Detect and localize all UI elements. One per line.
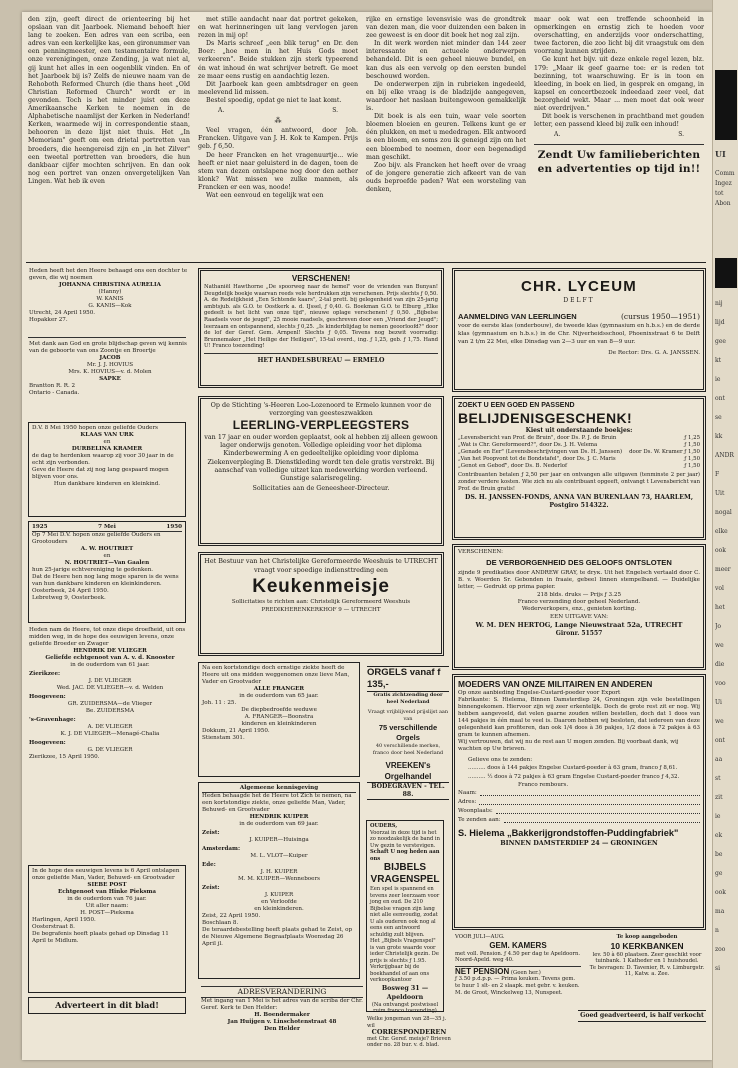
article-paragraph: Bestel spoedig, opdat ge niet te laat komt. — [206, 96, 342, 104]
book-row — [458, 442, 700, 449]
edge-text-fragment: tot — [715, 190, 724, 197]
book-row — [458, 449, 700, 456]
form-input-line[interactable] — [480, 789, 700, 796]
relative-line: J. KUIPER—Huisinga — [249, 837, 309, 843]
relative-line: Hoogeveen: — [29, 740, 66, 746]
edge-text-fragment: ook — [715, 889, 726, 896]
edge-text-fragment: nij — [715, 300, 723, 307]
edge-text-fragment: F — [715, 471, 720, 478]
book-title: „Wat is Chr. Gereformeerd?", door Ds. J. H. Velema — [458, 442, 598, 448]
edge-text-fragment: elke — [715, 528, 728, 535]
book-price: door Ds. W. Kramer ƒ 1,50 — [629, 449, 700, 455]
book-review-title: Veel vragen, één antwoord, door Joh. Francken. Uitgave van J. H. Kok te Kampen. Prijs geb. ƒ 6,50. — [198, 127, 358, 151]
book-price: ƒ 1,50 — [684, 463, 700, 469]
edge-text-fragment: ie — [715, 376, 721, 383]
edge-text-fragment: n — [715, 927, 719, 934]
edge-text-fragment: zit — [715, 794, 723, 801]
edge-text-fragment: we — [715, 642, 724, 649]
death-notice-kuiper: Algemeene kennisgeving Heden behaagde het de Heere tot Zich te nemen, na een kortstondige ziekte, onze geliefde Man, Vader, Behuwd- en Grootvader HENDRIK KUIPER in de ouderdom van 69 jaar. Zeist: J. KUIPER—Huisinga Amsterdam: M. L. VLOT—Kuiper Ede: J. H. KUIPER M. M. KUIPER—Wenneboers Zeist: J. KUIPER en Verloofde en kleinkinderen. Zeist, 22 April 1950. Boschlaan 8. De teraardebestelling heeft plaats gehad te Zeist, op de Nieuwe Algemene Begraafplaats Woensdag 26 April jl. — [198, 782, 360, 979]
death-notice-de-vlieger: Heden nam de Heere, tot onze diepe droefheid, uit ons midden weg, in de hope des eeuwigen levens, onze geliefde Broeder en Zwager HENDRIK DE VLIEGER Geliefde echtgenoot van A. v. d. Knooster in de ouderdom van 61 jaar. Zierikzee: J. DE VLIEGER Wed. JAC. DE VLIEGER—v. d. Welden Hoogeveen: GR. ZUIDERSMA—de Vlieger Be. ZUIDERSMA 's-Gravenhage: A. DE VLIEGER K. J. DE VLIEGER—Menagé-Chalia Hoogeveen: G. DE VLIEGER Zierikzee, 15 April 1950. — [26, 625, 194, 763]
relative-line: M. M. KUIPER—Wenneboers — [237, 876, 321, 882]
belijdenisgeschenk-ad: ZOEKT U EEN GOED EN PASSEND BELIJDENISGESCHENK! Kiest uit onderstaande boekjes: „Levensbericht van Prof. de Bruin", door Ds. P. J. de Bruin ƒ 1,25 „Wat is Chr. Gereformeerd?", door Ds. J. H. Velema ƒ 1,50 „Genade en Eer" (Levensbeschrijvingen van Ds. H. Janssen) door Ds. W. Kramer ƒ 1,50 „Van het Poopvont tot de Bondstafel", door Ds. J. C. Maris ƒ 1,50 „Genot en Geboď", door Ds. B. Nederlof ƒ 1,50 Contribuanten betalen ƒ 2,50 per jaar en ontvangen alle uitgaven (tenminste 2 per jaar) zonder verdere kosten. Wie zich nu als contribuant opgeeft, ontvangt t Levensbericht van Prof. de Bruin gratis! DS. H. JANSSEN-FONDS, ANNA VAN BURENLAAN 73, HAARLEM, Postgiro 514322. — [452, 396, 706, 540]
book-price: ƒ 1,50 — [684, 456, 700, 462]
relatives-list — [202, 830, 356, 913]
relative-line: M. L. VLOT—Kuiper — [250, 853, 308, 859]
edge-text-fragment: ont — [715, 395, 725, 402]
relative-line: Ede: — [202, 862, 216, 868]
book-price: ƒ 1,25 — [684, 435, 700, 441]
edge-text-fragment: kk — [715, 433, 723, 440]
next-page-edge — [712, 0, 738, 1068]
orgels-ad: ORGELS vanaf f 135,- Gratis zichtzending door heel Nederland Vraagt vrijblijvend prijslijst aan van 75 verschillende Orgels 40 verschillende merken, franco door heel Nederland VREEKEN's Orgelhandel BODEGRAVEN - TEL. 88. — [367, 667, 449, 798]
article-column-1 — [28, 16, 190, 186]
goed-geadverteerd-slogan: Goed geadverteerd, is half verkocht — [578, 1010, 706, 1022]
relative-line: Zierikzee: — [29, 671, 61, 677]
edge-text-fragment: Comm — [715, 170, 735, 177]
relative-line: J. H. KUIPER — [260, 869, 298, 875]
book-list — [458, 435, 700, 470]
book-row — [458, 456, 700, 463]
edge-text-fragment: nogal — [715, 509, 732, 516]
edge-text-fragment: ont — [715, 737, 725, 744]
article-paragraph: De heer Francken en het vragenuurtje... wie heeft er niet naar geluisterd in de dagen, toen de stem van dezen ontslapene nog door den aether klonk? Wat missen we zulke mannen, als Francken er een was, noode! — [198, 151, 358, 191]
article-column-3 — [366, 16, 526, 194]
birth-announcement-kanis: Heden heeft het den Heere behaagd ons een dochter te geven, die wij noemen JOHANNA CHRISTINA AURELIA (Hanny) W. KANIS G. KANIS—Kok Utrecht, 24 April 1950. Hopakker 27. — [29, 268, 188, 323]
verborgenheid-book-ad: VERSCHENEN: DE VERBORGENHEID DES GELOOFS ONTSLOTEN zijnde 9 predikaties door ANDREW GRAY, te drук. Uit het Engelsch vertaald door C. B. v. Woerden Sr. Gebonden in fraaie, gebeel linnen stempelband. — Duidelijke letter, — Gedrukt op prima papier. 218 blds. druks — Prijs ƒ 3.25 Franco verzending door geheel Nederland. Wederverkopers, enz., genieten korting. EEN UITGAVE VAN: W. M. DEN HERTOG, Lange Nieuwstraat 52a, UTRECHT Gironr. 51557 — [452, 544, 706, 670]
form-label: Woonplaats: — [458, 808, 493, 814]
book-title: „Van het Poopvont tot de Bondstafel", door Ds. J. C. Maris — [458, 456, 616, 462]
article-paragraph: den zijn, geeft direct de orienteering bij het opslaan van dit Jaarboek. Niemand behoeft hier lang te zoeken. Een adres van een scriba, een adres van een kerkelijke kas, een gironummer van een penningmeester, een testamentaire formule, onze verenigingen, onze Zending, ja wat niet al, gij kunt het alles in een oogenblik vinden. En of het Jaarboek bij is? Zelfs de nieuwe naam van de Rehoboth Reformed Church (die thans heet „Old Christian Reformed Church" wordt er in gevonden. Toch is het minder juist om deze Amerikaansche Kerken te noemen in de Alphabetische naamlijst der Kerken in Nederland! Kerken, waarmede wij in correspondentie staan, behooren in deze lijst niet thuis. Het „In Memoriam" geeft om een drietal portretten van broeders, die heengereisd zijn en „in het Zilver" een tweetal portretten van broeders, die hun dankbaar cijfer mochten schrijven. En dan ook nog een portret van onzen onvergetelijken Van Lingen. Wat heb ik even — [28, 16, 190, 185]
article-column-4 — [534, 16, 704, 176]
relative-line: en Verloofde — [261, 899, 297, 905]
relative-line: Hoogeveen: — [29, 694, 66, 700]
book-title: „Genot en Geboď", door Ds. B. Nederlof — [458, 463, 568, 469]
form-label: Adres: — [458, 799, 477, 805]
signature: A. S. — [218, 107, 338, 115]
article-paragraph: Zoo bijv. als Francken het heeft over de vraag of de jongere generatie zich afkeert van de van ouds beproefde paden? Wat een worsteling van denken, — [366, 161, 526, 193]
article-paragraph: Ge kunt het bijv. uit deze enkele regel lezen, blz. 179: „Maar ik geef gaarne toe: er is reden tot bezinning, tot waarschuwing. Er is in toon en kleeding, in boek en lied, in gesprek en omgang, in kapsel en concertbezoek indeedaad zeer veel, dat bezorgheid wekt. Maar ... men moet dat ook weer niet overdrijven." — [534, 56, 704, 113]
edge-text-fragment: se — [715, 414, 722, 421]
anniversary-houtriet: 1925 7 Mei 1950 Op 7 Mei D.V. hopen onze geliefde Ouders en Grootouders A. W. HOUTRIET en N. HOUTRIET—Van Gaalen hun 25-jarige echtvereniging te gedenken. Dat de Heere hen nog lang moge sparen is de wens van hun dankbare kinderen en kleinkinderen. Oosterbeek, 24 April 1950. Lebretweg 9, Oosterbeek. — [28, 521, 186, 623]
relative-line: K. J. DE VLIEGER—Menagé-Chalia — [60, 731, 160, 737]
anniversary-van-urk: D.V. 8 Mei 1950 hopen onze geliefde Ouders KLAAS VAN URK en DURBELINA KRAMER de dag te herdenken waarop zij voor 30 jaar in de echt zijn verbonden. Geve de Heere dat zij nog lang gespaard mogen blijven voor ons. Hun dankbare kinderen en kleinkind. — [28, 422, 186, 517]
relative-line: Amsterdam: — [202, 846, 241, 852]
article-paragraph: Dit boek is als een tuin, waar vele soorten bloemen bloeien en geuren. Telkens kunt ge er één plukken, en met u mededragen. Elk antwoord is een bloem, en soms zou ik geneigd zijn om het een bloembed te noemen, door een begenadigd man geschikt. — [366, 113, 526, 161]
kerkbanken-ad: Te koop aangeboden 10 KERKBANKEN lev. 50 à 60 plaatsen. Zeer geschikt voor tuinbank. 1 Katheder en 1 huishoudel. Te bevragen: D. Tavenier, R. v. Limburgstr. 11, Katw. a. Zee. — [589, 934, 705, 978]
edge-text-fragment: ie — [715, 813, 721, 820]
book-row — [458, 463, 700, 470]
article-paragraph: Wat een eenvoud en tegelijk wat een — [206, 191, 324, 199]
article-paragraph: Dit boek is verschenen in prachtband met gouden letter, een passend kleed bij zulk een inhoud! — [534, 113, 704, 129]
moeders-custard-ad: MOEDERS VAN ONZE MILITAIREN EN ANDEREN Op onze aanbieding Engelse-Custard-poeder voor Export Fabrikante: S. Hielema, Binnen Damsterdiep 24, Groningen zijn vele bestellingen binnengekomen. Hiervoor zijn wij zeer erkentelijk. Doch de grote rest zit er nog. Wij hebben aangevoeld, dat velen gaarne zouden willen bestellen, doch dat 1 doos van 144 pakjes in één maal te veel is. Daarom hebben wij besloten, dat iedereen van deze gelegenheid kan profiteren, dan ook 1/4 doos à 36 pakjes, 1/2 doos à 72 pakjes à 63 gram te kunnen afnemen. Wij vertrouwen, dat wij nu de rest aan U mogen zenden. Bij voorbaat dank, wij wachten op Uw brieven. Gelieve ons te zenden: .......... doos à 144 pakjes Engelse Custard-poeder à 63 gram, franco ƒ 8,61. .......... ½ doos à 72 pakjes à 63 gram Engelse Custard-poeder franco ƒ 4,32. Franco rembours. Naam: Adres: Woonplaats: Te zenden aan: S. Hielema „Bakkerijgrondstoffen-Puddingfabriek" BINNEN DAMSTERDIEP 24 — GRONINGEN — [452, 674, 706, 930]
relative-line: 's-Gravenhage: — [29, 717, 76, 723]
form-field — [458, 789, 700, 798]
form-field — [458, 816, 700, 825]
edge-text-fragment: Ingez — [715, 180, 732, 187]
edge-text-fragment: voo — [715, 680, 726, 687]
edge-text-fragment: die — [715, 661, 725, 668]
birth-announcement-hovius: Met dank aan God en grote blijdschap geven wij kennis van de geboorte van ons Zoontje en Broertje JACOB Mr. J. J. HOVIUS Mrs. K. HOVIUS—v. d. Molen SAPKE Brantton R. R. 2 Ontario - Canada. — [29, 341, 187, 396]
newspaper-page — [22, 12, 712, 1060]
form-field — [458, 807, 700, 816]
article-paragraph: met stille aandacht naar dat portret gekeken, en wat herinneringen uit lang vervlogen jaren rezen in mij op! — [198, 16, 358, 40]
relative-line: Wed. JAC. DE VLIEGER—v. d. Welden — [56, 685, 164, 691]
black-banner — [715, 258, 737, 288]
chr-lyceum-ad: CHR. LYCEUM DELFT AANMELDING VAN LEERLINGEN (cursus 1950—1951) voor de eerste klas (onderbouw), de tweede klas (gymnasium en h.b.s.) en de derde klas (gymnasium en h.b.s.) in de Chr. Nijverheidsschool, Phoenixstraat 6 te Delft van 2 t/m 22 Mei, elke Dinsdag van 2—3 uur en van 8—9 uur. De Rector: Drs. G. A. JANSSEN. — [452, 268, 706, 392]
bijbels-vragenspel-ad: OUDERS, Voorzai in deze tijd is het zo noodzakelijk de band in Uw gezin te verstevigen. Schaft U nog heden aan ons BIJBELS VRAGENSPEL Een spel is spannend en tevens zeer leerzaam voor jong en oud. De 210 Bijbelse vragen zijn lang niet alle eenvoudig, zodat U als ouderen ook nog al eens een antwoord schuldig zult blijven. Het „Bijbels Vragenspel" is van grote waarde voor ieder Christelijk gezin. De prijs is slechts ƒ 1.95. Verkrijgbaar bij de boekhandel of aan ons verkoopkantoor Bosweg 31 — Apeldoorn (Na ontvangst postwissel ruim franco toezending) — [366, 820, 444, 1012]
edge-text-fragment: het — [715, 604, 725, 611]
edge-text-fragment: Ui — [715, 699, 722, 706]
article-column-2 — [198, 16, 358, 200]
relative-line: G. DE VLIEGER — [87, 747, 133, 753]
zendt-slogan: Zendt Uw familieberichten en advertenties op tijd in!! — [537, 149, 701, 176]
edge-text-fragment: Jo — [715, 623, 722, 630]
weeshuis-keukenmeisje-ad: Het Bestuur van het Christelijke Gereformeerde Weeshuis te UTRECHT vraagt voor spoedige indiensttreding een Keukenmeisje Sollicitaties te richten aan: Christelijk Gereformeerd Weeshuis PREDIKHERENKERKHOF 9 — UTRECHT — [198, 552, 444, 656]
form-input-line[interactable] — [479, 798, 700, 805]
relative-line: GR. ZUIDERSMA—de Vlieger — [67, 701, 153, 707]
article-paragraph: De onderwerpen zijn in rubrieken ingedeeld, en bij elke vraag is de bladzijde aangegeven, waardoor het naslaan buitengewoon gemakkelijk is. — [366, 80, 526, 113]
edge-text-fragment: zoo — [715, 946, 726, 953]
edge-text-fragment: si — [715, 965, 720, 972]
relative-line: Be. ZUIDERSMA — [85, 708, 135, 714]
edge-text-fragment: gee — [715, 338, 726, 345]
edge-text-fragment: kt — [715, 357, 722, 364]
edge-text-fragment: aa — [715, 756, 723, 763]
relative-line: Zeist: — [202, 830, 220, 836]
edge-text-fragment: be — [715, 851, 723, 858]
article-paragraph: Dit Jaarboek kan geen ambtsdrager en geen meelevend lid missen. — [198, 80, 358, 96]
correspondentie-ad: Welke jongeman van 28—35 j. wil CORRESPONDEREN met Chr. Geref. meisje? Brieven onder no. 28 bur. v. d. blad. — [367, 1016, 451, 1048]
edge-text-fragment: we — [715, 718, 724, 725]
relative-line: Zeist: — [202, 885, 220, 891]
pension-ads: VOOR JULI—AUG. GEM. KAMERS met voll. Pension. ƒ 4.50 per dag te Apeldoorn. Noord-Apeld. weg 40. NET PENSION (Geen her.) ƒ 3.50 p.d.p.p. — Prima keuken. Tevens gem. te huur 1 slt- en 2 slaapk. met gebr. v. keuken. M. de Groot, Winckelweg 13, Nunspeet. — [455, 934, 581, 996]
verschenen-ad: VERSCHENEN! Nathaniël Hawthorne „De spoorweg naar de hemel" voor de vrienden van Bunyan! Deugdelijk boekje waarvan reeds vele herdrukken zijn verschenen. Prijs slechts ƒ 0,50. A. de Redelijkheid „Een Schtende kaars", 2-tal prett. bij gelegenheid van zijn 25-jarig ambtsjub. als G.O. te Oostkerk a. d. IJssel, ƒ 0,40. G. Boekman G.O. te Elburg „Elke gedeelt is het licht van onze tijd", nieuwe oplage verschenen! ƒ 0,50. „Bijbelse Raadsels voor de jeugd", 25 mooie raadsels, geschreven door een „Vriend der Jeugd"; leerzaam en ontspannend, slechts ƒ 0,25. „Is kinderblijdag te nemen geoorloofd?" door de lof der Geref. Gem. Arnpenl! Slechts ƒ 0,05. Tevens nog bezwit voorradig: Brunnemaker „Het Heilige der Heiligen", 15-tal overd., ing. ƒ 1,25, geb. ƒ 1,75. Hand U! Franco toezending! HET HANDELSBUREAU — ERMELO — [198, 268, 444, 388]
book-title: „Genade en Eer" (Levensbeschrijvingen van Ds. H. Janssen) — [458, 449, 623, 455]
form-input-line[interactable] — [496, 807, 700, 814]
relative-line: J. KUIPER — [264, 892, 294, 898]
adverteert-slogan: Adverteert in dit blad! — [28, 997, 186, 1014]
edge-text-fragment: UI — [715, 150, 726, 158]
order-form — [458, 789, 700, 825]
relative-line: A. DE VLIEGER — [87, 724, 133, 730]
book-price: ƒ 1,50 — [684, 442, 700, 448]
form-field — [458, 798, 700, 807]
edge-text-fragment: ge — [715, 870, 723, 877]
edge-text-fragment: ek — [715, 832, 723, 839]
relative-line: en kleinkinderen. — [254, 906, 304, 912]
edge-text-fragment: Uit — [715, 490, 725, 497]
edge-text-fragment: st — [715, 775, 721, 782]
book-row — [458, 435, 700, 442]
edge-text-fragment: lijd — [715, 319, 725, 326]
signature: A. S. — [554, 131, 684, 139]
article-paragraph: maar ook wat een treffende schoonheid in opmerkingen en ernstig zich te hoeden voor overschatting, en anderzijds voor onderschatting, twee factoren, die zoo licht bij dit vraagstuk om den voorrang kunnen strijden. — [534, 16, 704, 56]
edge-text-fragment: ma — [715, 908, 725, 915]
book-title: „Levensbericht van Prof. de Bruin", door Ds. P. J. de Bruin — [458, 435, 617, 441]
separator-asterisks: ⁂ — [274, 117, 282, 126]
edge-text-fragment: Abon — [715, 200, 731, 207]
article-paragraph: Ds Maris schreef „een blik terug" en Dr. den Boer: „hoe men in het Huis Gods moet verkeeren". Beide stukken zijn sterk typeerend én wat inhoud én wat schrijver betreft. Ge moet ze maar eens rustig en aandachtig lezen. — [198, 40, 358, 80]
edge-text-fragment: meer — [715, 566, 731, 573]
article-paragraph: In dit werk worden niet minder dan 144 zeer interessante en actueele onderwerpen behandeld. Dit is een geheel nieuwe bundel, en kan dus als een vervolg op den eersten bundel beschouwd worden. — [366, 40, 526, 80]
death-notice-post: In de hope des eeuwigen levens is 6 April ontslapen onze geliefde Man, Vader, Behuwd- en Grootvader SIEBE POST Echtgenoot van Hinke Pieksma in de ouderdom van 76 jaar. Uit aller naam: H. POST—Pieksma Harlingen, April 1950. Oosterstraat 8. De begrafenis heeft plaats gehad op Dinsdag 11 April te Midlum. — [28, 865, 186, 993]
form-label: Naam: — [458, 790, 477, 796]
form-label: Te zenden aan: — [458, 817, 501, 823]
article-paragraph: rijke en ernstige levensvisie was de grondtrek van dezen man, die voor duizenden een baken in zee geweest is en door dit boek het nog zal zijn. — [366, 16, 526, 40]
death-notice-franger: Na een kortstondige doch ernstige ziekte heeft de Heere uit ons midden weggenomen onze lieve Man, Vader en Grootvader ALLE FRANGER in de ouderdom van 65 jaar. Joh. 11 : 25. De diepbedroefde weduwe A. FRANGER—Boonstra kinderen en kleinkinderen Dokkum, 21 April 1950. Stienstam 301. — [198, 662, 360, 777]
form-input-line[interactable] — [504, 816, 700, 823]
adresverandering-notice: ADRESVERANDERING Met ingang van 1 Mei is het adres van de scriba der Chr. Geref. Kerk te Den Helder: H. Boendermaker Jan Huijgen v. Linschotenstraat 48 Den Helder — [201, 987, 363, 1032]
relatives-list — [29, 671, 191, 754]
leerling-verpleegsters-ad: Op de Stichting 's-Heeren Loo-Lozenoord te Ermelo kunnen voor de verzorging van geesteszwakken LEERLING-VERPLEEGSTERS van 17 jaar en ouder worden geplaatst, ook al hebben zij alleen gewoon lager onderwijs genoten. Volledige opleiding voor het diploma Kinderbewerming A en gedeeltelijke opleiding voor diploma Ziekenverpleging B. Dienstkleding wordt ten dele gratis verstrekt. Bij aanschaf van volledige uitzet kan medewerking worden verleend. Gunstige salarisregeling. Sollicitaties aan de Geneesheer-Directeur. — [198, 396, 444, 546]
black-banner — [715, 70, 737, 140]
relative-line: J. DE VLIEGER — [88, 678, 132, 684]
edge-text-fragment: ook — [715, 547, 726, 554]
edge-text-fragment: ANDR — [715, 452, 734, 459]
edge-text-fragment: vol — [715, 585, 724, 592]
